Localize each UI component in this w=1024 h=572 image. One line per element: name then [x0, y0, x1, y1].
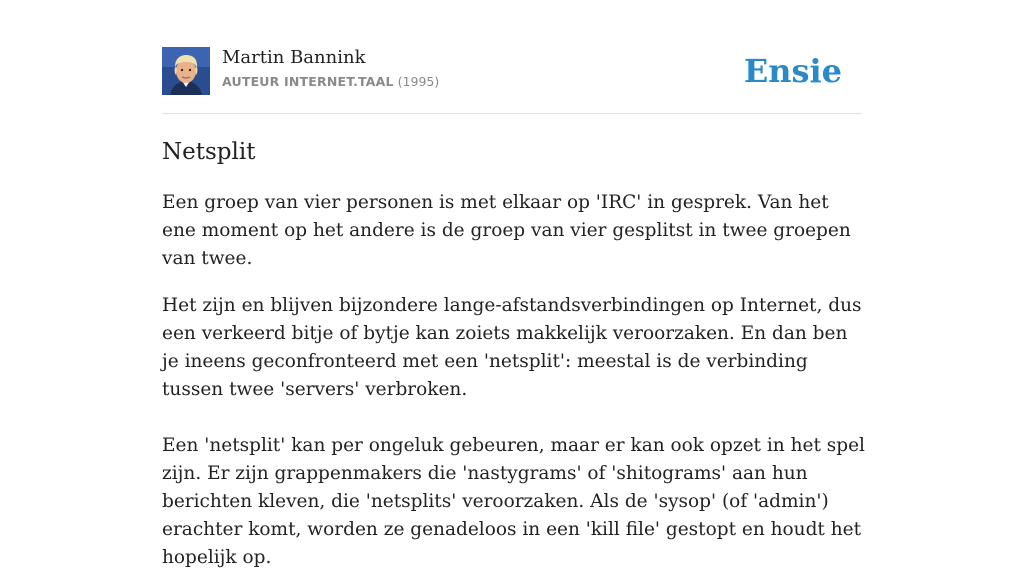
author-year: (1995) — [397, 74, 440, 89]
paragraph: Een groep van vier personen is met elkaar op 'IRC' in gesprek. Van het ene moment op het andere is de groep van vier gesplitst in twee groepen van twee. — [162, 192, 851, 269]
author-name[interactable]: Martin Bannink — [222, 47, 366, 68]
author-avatar[interactable] — [162, 47, 210, 95]
paragraph: Een 'netsplit' kan per ongeluk gebeuren, maar er kan ook opzet in het spel zijn. Er zijn grappenmakers die 'nastygrams' of 'shitograms' aan hun berichten kleven, die 'netsplits' veroorzaken. Als de 'sysop' (of 'admin') erachter komt, worden ze genadeloos in een 'kill file' gestopt en houdt het hopelijk op. — [162, 435, 865, 568]
author-header — [162, 47, 862, 95]
article-title: Netsplit — [162, 139, 256, 165]
article-card — [162, 0, 865, 568]
header-divider — [162, 113, 862, 114]
paragraph: Het zijn en blijven bijzondere lange-afstandsverbindingen op Internet, dus een verkeerd bitje of bytje kan zoiets makkelijk veroorzaken. En dan ben je ineens geconfronteerd met een 'netsplit': meestal is de verbinding tussen twee 'servers' verbroken. — [162, 295, 862, 400]
author-subtitle — [222, 74, 439, 90]
author-role: AUTEUR INTERNET.TAAL — [222, 74, 394, 89]
article-body — [162, 189, 867, 572]
ensie-logo[interactable]: Ensie — [743, 52, 842, 90]
author-photo — [162, 47, 210, 95]
